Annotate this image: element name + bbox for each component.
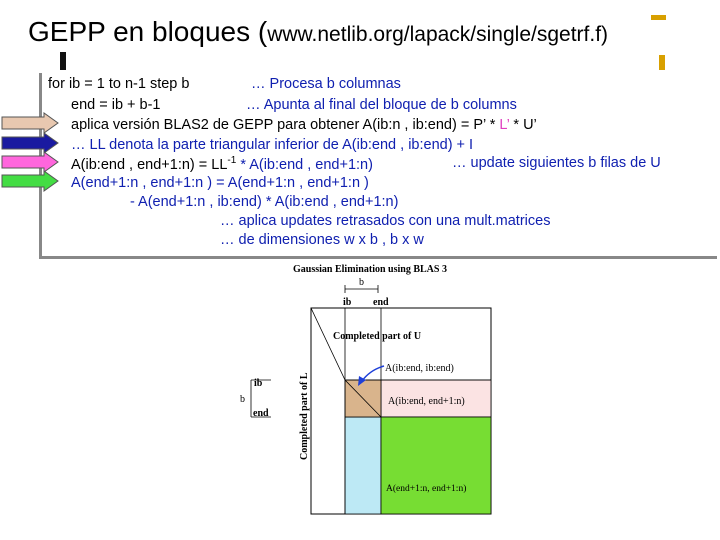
blas2-u-factor: * U’: [509, 117, 537, 133]
blas2-l-factor: L’: [499, 117, 510, 133]
label-end-top: end: [373, 297, 389, 308]
inverse-exponent: -1: [227, 155, 237, 166]
row-update-rhs: * A(ib:end , end+1:n): [236, 156, 373, 173]
label-ib-top: ib: [343, 297, 352, 308]
label-completed-l: Completed part of L: [299, 372, 310, 460]
label-end-side: end: [253, 408, 269, 419]
label-completed-u: Completed part of U: [333, 331, 422, 342]
row-update-lhs: A(ib:end , end+1:n) = LL: [71, 156, 228, 173]
label-row-block: A(ib:end, end+1:n): [388, 396, 465, 407]
label-trailing-block: A(end+1:n, end+1:n): [386, 484, 467, 494]
label-b-side: b: [240, 394, 245, 405]
end-assignment: end = ib + b-1: [71, 97, 161, 113]
blas2-step: aplica versión BLAS2 de GEPP para obtener A(ib:n , ib:end) = P’ *: [71, 117, 500, 133]
label-ib-side: ib: [254, 378, 263, 389]
end-comment: … Apunta al final del bloque de b columns: [246, 97, 517, 113]
figure-title: Gaussian Elimination using BLAS 3: [293, 264, 447, 275]
row-update-comment: … update siguientes b filas de U: [452, 155, 661, 171]
title-url: www.netlib.org/lapack/single/sgetrf.f): [267, 23, 609, 46]
trailing-block: [381, 417, 491, 514]
code-line-7: - A(end+1:n , ib:end) * A(ib:end , end+1:n): [130, 194, 399, 210]
code-line-6: A(end+1:n , end+1:n ) = A(end+1:n , end+1:n ): [71, 175, 369, 191]
code-line-8: … aplica updates retrasados con una mult.matrices: [220, 213, 551, 229]
label-b-top: b: [359, 277, 364, 288]
label-diag-block: A(ib:end, ib:end): [385, 363, 454, 374]
loop-header: for ib = 1 to n-1 step b: [48, 76, 190, 92]
column-block: [345, 417, 381, 514]
code-line-4: … LL denota la parte triangular inferior de A(ib:end , ib:end) + I: [71, 137, 474, 153]
title-main: GEPP en bloques (: [28, 16, 268, 47]
code-line-9: … de dimensiones w x b , b x w: [220, 232, 424, 248]
loop-comment: … Procesa b columnas: [251, 76, 401, 92]
